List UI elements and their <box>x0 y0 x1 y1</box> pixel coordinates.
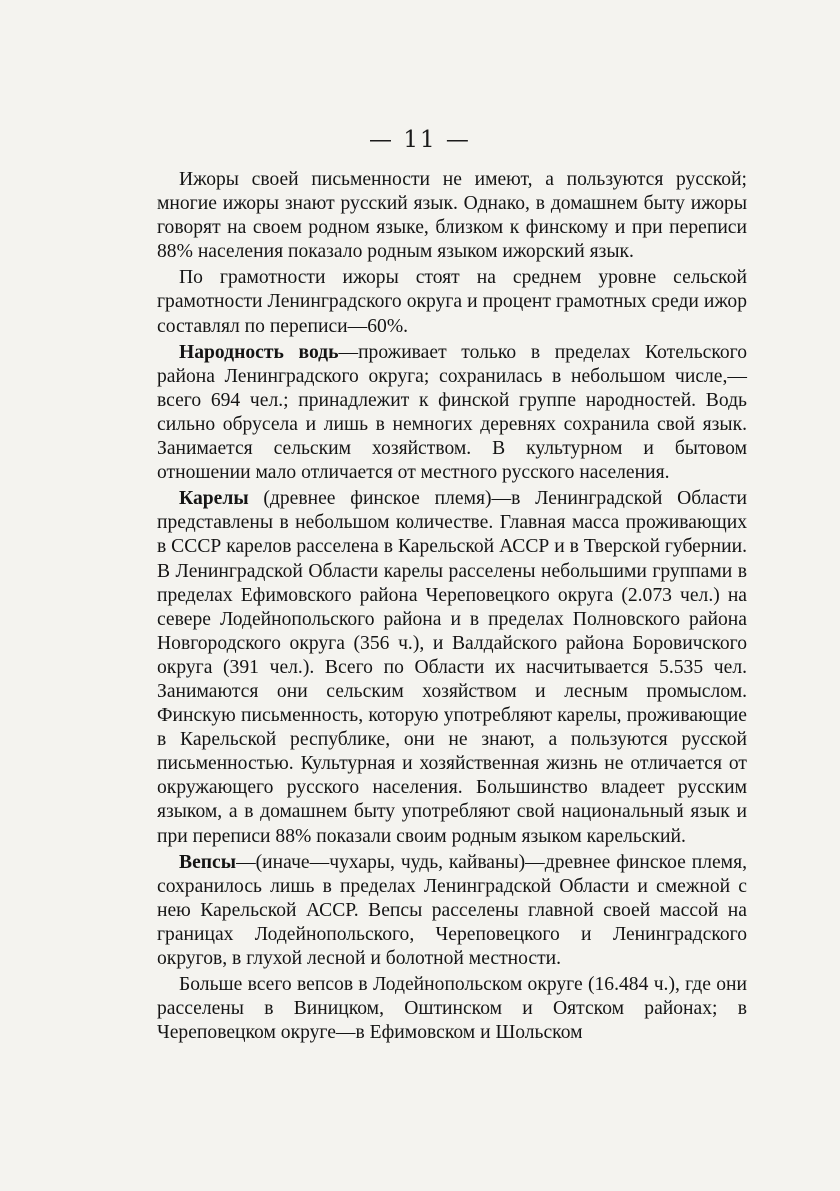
paragraph-vod <box>157 341 747 486</box>
paragraph-text: Больше всего вепсов в Лодейнопольском округе (16.484 ч.), где они расселены в Виницком, Оштинском и Оятском районах; в Череповецком округе—в Ефимовском и Шольском <box>157 974 747 1044</box>
paragraph-izhory-writing <box>157 168 747 264</box>
paragraph-text: —(иначе—чухары, чудь, кайваны)—древнее финское племя, сохранилось лишь в пределах Ленинградской Области и смежной с нею Карельской АССР. Вепсы расселены главной своей массой на границах Лодейнопольского, Череповецкого и Ленинградского округов, в глухой лесной и болотной местности. <box>157 851 747 969</box>
paragraph-heading: Народность водь <box>179 341 339 363</box>
page-number: — 11 — <box>369 127 471 153</box>
paragraph-karely <box>157 487 747 848</box>
body-text <box>157 168 747 1047</box>
paragraph-izhory-literacy <box>157 266 747 338</box>
paragraph-vepsy <box>157 851 747 971</box>
paragraph-text: (древнее финское племя)—в Ленинградской Области представлены в небольшом количестве. Главная масса проживающих в СССР карелов расселена в Карельской АССР и в Тверской губернии. В Ленинградской Области карелы расселены небольшими группами в пределах Ефимовского района Череповецкого округа (2.073 чел.) на севере Лодейнопольского района и в пределах Полновского района Новгородского округа (356 ч.), и Валдайского района Боровичского округа (391 чел.). Всего по Области их насчитывается 5.535 чел. Занимаются они сельским хозяйством и лесным промыслом. Финскую письменность, которую употребляют карелы, проживающие в Карельской республике, они не знают, а пользуются русской письменностью. Культурная и хозяйственная жизнь не отличается от окружающего русского населения. Большинство владеет русским языком, а в домашнем быту употребляют свой национальный язык и при переписи 88% показали своим родным языком карельский. <box>157 488 747 847</box>
paragraph-heading: Карелы <box>179 488 249 510</box>
paragraph-text: —проживает только в пределах Котельского района Ленинградского округа; сохранилась в небольшом числе,—всего 694 чел.; принадлежит к финской группе народностей. Водь сильно обрусела и лишь в немногих деревнях сохранила свой язык. Занимается сельским хозяйством. В культурном и бытовом отношении мало отличается от местного русского населения. <box>157 341 747 484</box>
paragraph-heading: Вепсы <box>179 851 237 873</box>
paragraph-text: Ижоры своей письменности не имеют, а пользуются русской; многие ижоры знают русский язык. Однако, в домашнем быту ижоры говорят на своем родном языке, близком к финскому и при переписи 88% населения показало родным языком ижорский язык. <box>157 169 747 263</box>
paragraph-vepsy-distribution <box>157 973 747 1045</box>
paragraph-text: По грамотности ижоры стоят на среднем уровне сельской грамотности Ленинградского округа и процент грамотных среди ижор составлял по переписи—60%. <box>157 267 747 337</box>
